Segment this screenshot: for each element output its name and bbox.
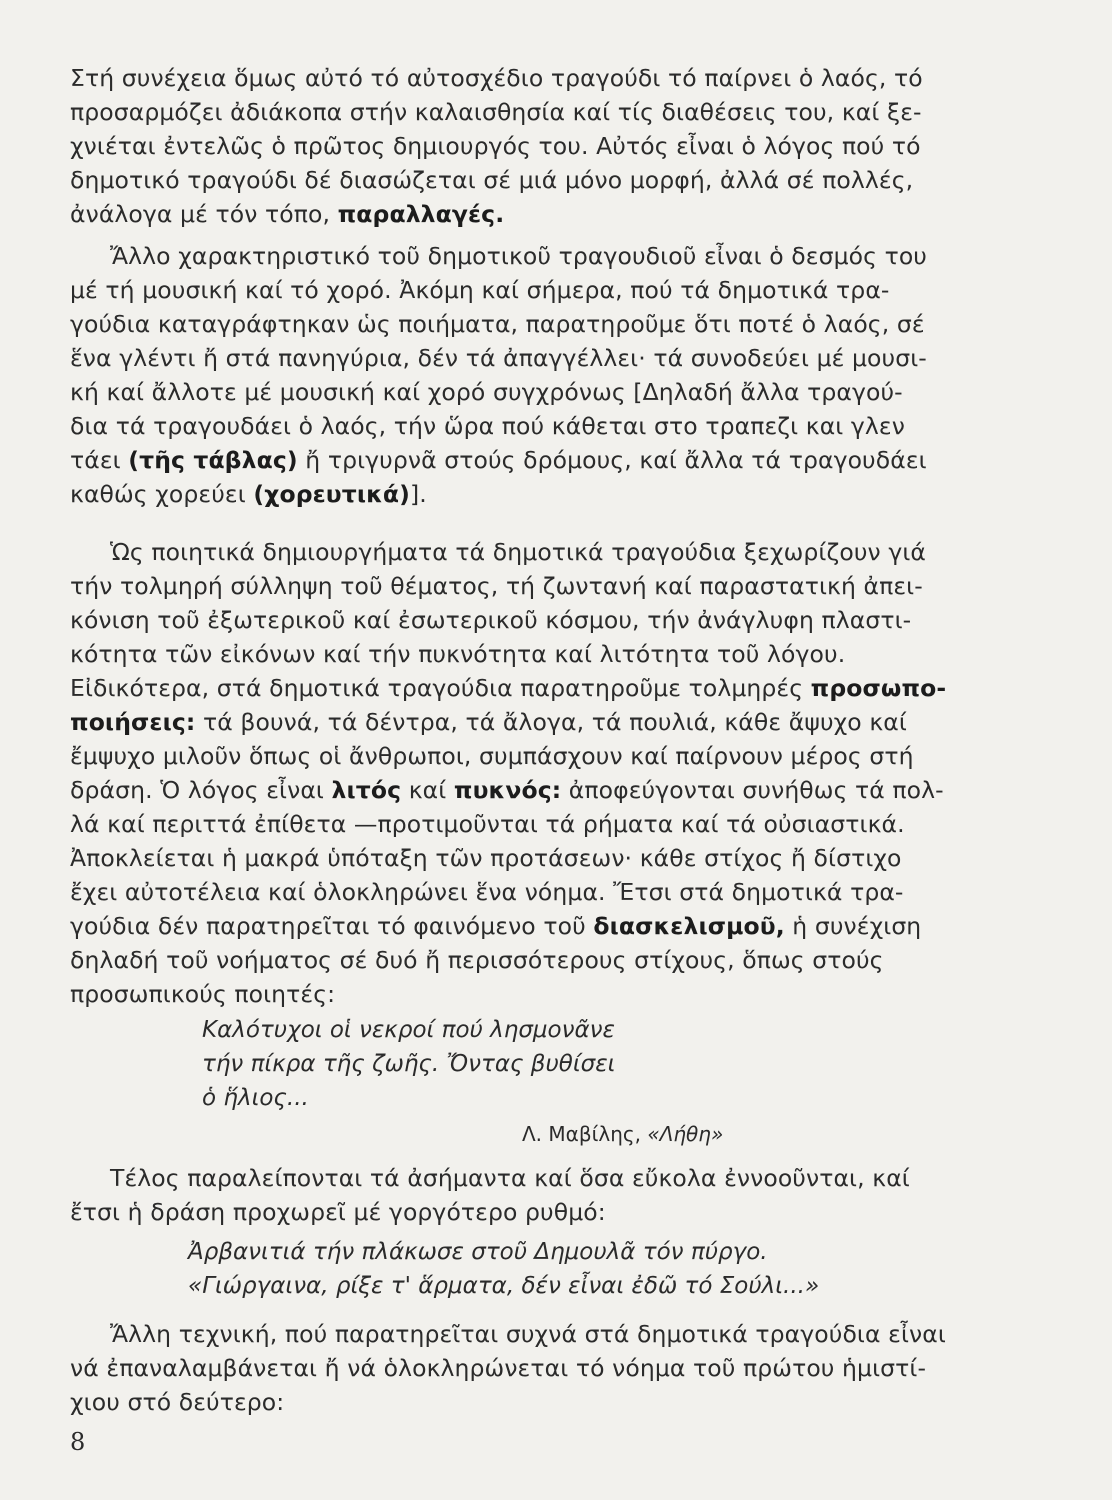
- bold-term: προσωπο-: [810, 674, 947, 702]
- quote-author: Λ. Μαβίλης,: [522, 1122, 648, 1146]
- text-line: ἕνα γλέντι ἤ στά πανηγύρια, δέν τά ἀπαγγέλλει· τά συνοδεύει μέ μουσι-: [70, 344, 927, 372]
- text-line: [70, 198, 504, 230]
- bold-term: διασκελισμοῦ,: [593, 912, 785, 940]
- text-line: δηλαδή τοῦ νοήματος σέ δυό ἤ περισσότερους στίχους, ὅπως στούς: [70, 946, 884, 974]
- quote-work-title: «Λήθη»: [647, 1122, 724, 1146]
- bold-term: παραλλαγές.: [337, 200, 505, 228]
- text-line: δημοτικό τραγούδι δέ διασώζεται σέ μιά μόνο μορφή, ἀλλά σέ πολλές,: [70, 166, 914, 194]
- verse-line: «Γιώργαινα, ρίξε τ' ἅρματα, δέν εἶναι ἐδῶ τό Σούλι...»: [188, 1273, 820, 1299]
- text-line: Ὡς ποιητικά δημιουργήματα τά δημοτικά τραγούδια ξεχωρίζουν γιά: [110, 538, 926, 566]
- text-line: [70, 444, 927, 476]
- text-line: [70, 774, 944, 806]
- text-run: Εἰδικότερα, στά δημοτικά τραγούδια παρατηροῦμε τολμηρές: [70, 674, 811, 702]
- text-line: τήν τολμηρή σύλληψη τοῦ θέματος, τή ζωντανή καί παραστατική ἀπει-: [70, 572, 923, 600]
- text-line: Στή συνέχεια ὅμως αὐτό τό αὐτοσχέδιο τραγούδι τό παίρνει ὁ λαός, τό: [70, 64, 923, 92]
- text-line: χνιέται ἐντελῶς ὁ πρῶτος δημιουργός του. Αὐτός εἶναι ὁ λόγος πού τό: [70, 132, 921, 160]
- text-run: δράση. Ὁ λόγος εἶναι: [70, 776, 332, 804]
- text-line: [70, 478, 427, 510]
- text-line: γούδια καταγράφτηκαν ὡς ποιήματα, παρατηροῦμε ὅτι ποτέ ὁ λαός, σέ: [70, 310, 925, 338]
- text-run: ἀνάλογα μέ τόν τόπο,: [70, 200, 338, 228]
- text-line: [70, 706, 907, 738]
- text-line: λά καί περιττά ἐπίθετα —προτιμοῦνται τά ρήματα καί τά οὐσιαστικά.: [70, 810, 905, 838]
- page-number: 8: [70, 1428, 86, 1456]
- text-line: Ἄλλη τεχνική, πού παρατηρεῖται συχνά στά δημοτικά τραγούδια εἶναι: [110, 1320, 946, 1348]
- text-run: ἤ τριγυρνᾶ στούς δρόμους, καί ἄλλα τά τραγουδάει: [297, 446, 927, 474]
- text-line: Ἄλλο χαρακτηριστικό τοῦ δημοτικοῦ τραγουδιοῦ εἶναι ὁ δεσμός του: [110, 242, 927, 270]
- text-line: κή καί ἄλλοτε μέ μουσική καί χορό συγχρόνως [Δηλαδή ἄλλα τραγού-: [70, 378, 903, 406]
- text-line: Τέλος παραλείπονται τά ἀσήμαντα καί ὅσα εὔκολα ἐννοοῦνται, καί: [110, 1164, 910, 1192]
- text-line: προσωπικούς ποιητές:: [70, 980, 336, 1008]
- text-line: μέ τή μουσική καί τό χορό. Ἀκόμη καί σήμερα, πού τά δημοτικά τρα-: [70, 276, 890, 304]
- verse-line: τήν πίκρα τῆς ζωῆς. Ὄντας βυθίσει: [202, 1051, 616, 1077]
- text-run: ἀποφεύγονται συνήθως τά πολ-: [561, 776, 944, 804]
- bold-term: (τῆς τάβλας): [128, 446, 298, 474]
- text-run: τάει: [70, 446, 129, 474]
- verse-line: ὁ ἥλιος...: [202, 1085, 309, 1111]
- text-run: καί: [401, 776, 454, 804]
- bold-term: πυκνός:: [453, 776, 562, 804]
- text-run: γούδια δέν παρατηρεῖται τό φαινόμενο τοῦ: [70, 912, 594, 940]
- bold-term: λιτός: [331, 776, 402, 804]
- text-line: ἔτσι ἡ δράση προχωρεῖ μέ γοργότερο ρυθμό:: [70, 1198, 606, 1226]
- text-line: προσαρμόζει ἀδιάκοπα στήν καλαισθησία καί τίς διαθέσεις του, καί ξε-: [70, 98, 922, 126]
- text-run: τά βουνά, τά δέντρα, τά ἄλογα, τά πουλιά, κάθε ἄψυχο καί: [195, 708, 907, 736]
- text-run: καθώς χορεύει: [70, 480, 254, 508]
- bold-term: ποιήσεις:: [70, 708, 196, 736]
- text-run: ἡ συνέχιση: [784, 912, 922, 940]
- quote-attribution: [522, 1120, 723, 1148]
- text-line: δια τά τραγουδάει ὁ λαός, τήν ὥρα πού κάθεται στο τραπεζι και γλεν: [70, 412, 905, 440]
- text-line: κόνιση τοῦ ἐξωτερικοῦ καί ἐσωτερικοῦ κόσμου, τήν ἀνάγλυφη πλαστι-: [70, 606, 912, 634]
- text-line: ἔμψυχο μιλοῦν ὅπως οἱ ἄνθρωποι, συμπάσχουν καί παίρνουν μέρος στή: [70, 742, 914, 770]
- text-line: Ἀποκλείεται ἡ μακρά ὑπόταξη τῶν προτάσεων· κάθε στίχος ἤ δίστιχο: [70, 844, 902, 872]
- text-line: κότητα τῶν εἰκόνων καί τήν πυκνότητα καί λιτότητα τοῦ λόγου.: [70, 640, 846, 668]
- verse-line: Καλότυχοι οἱ νεκροί πού λησμονᾶνε: [202, 1017, 615, 1043]
- text-line: νά ἐπαναλαμβάνεται ἤ νά ὁλοκληρώνεται τό νόημα τοῦ πρώτου ἡμιστί-: [70, 1354, 927, 1382]
- text-run: ].: [410, 480, 427, 508]
- text-line: [70, 672, 946, 704]
- verse-line: Ἀρβανιτιά τήν πλάκωσε στοῦ Δημουλᾶ τόν πύργο.: [188, 1239, 768, 1265]
- text-line: χιου στό δεύτερο:: [70, 1388, 285, 1416]
- text-line: [70, 910, 921, 942]
- bold-term: (χορευτικά): [253, 480, 411, 508]
- text-line: ἔχει αὐτοτέλεια καί ὁλοκληρώνει ἕνα νόημα. Ἔτσι στά δημοτικά τρα-: [70, 878, 904, 906]
